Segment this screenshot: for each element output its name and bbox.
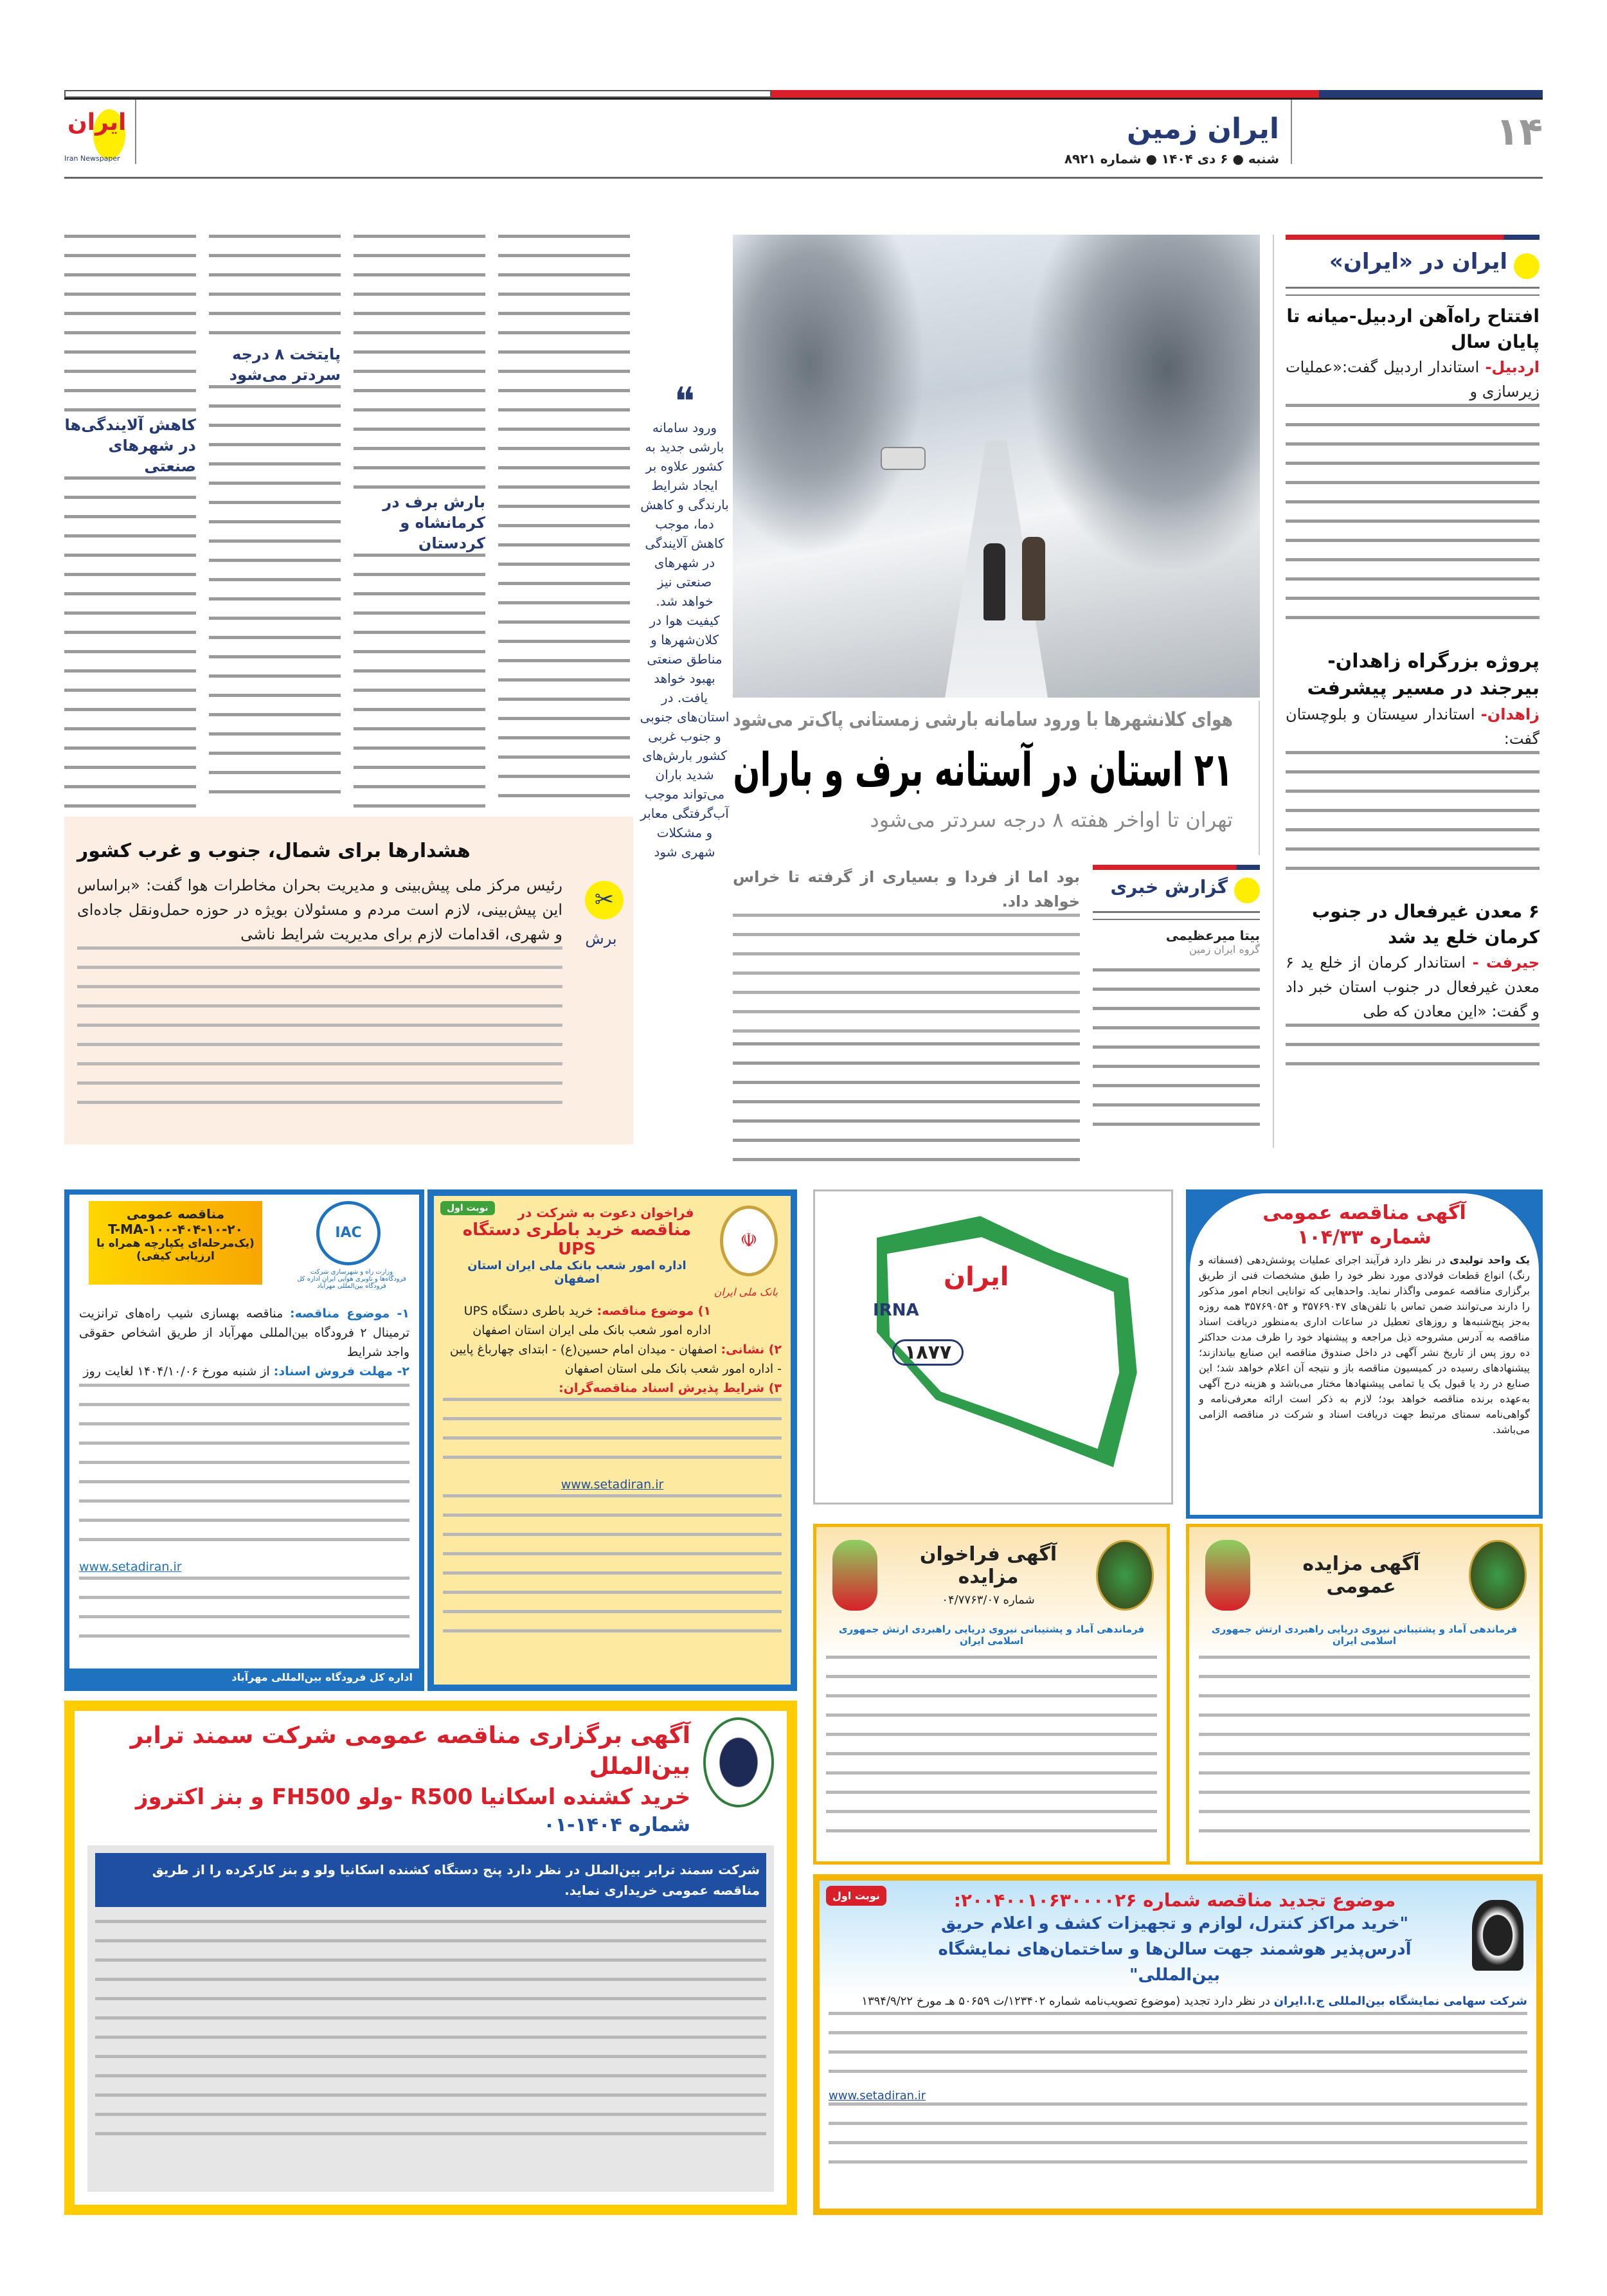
page-number: ۱۴: [1495, 109, 1543, 154]
subhead-kermanshah: بارش برف در کرمانشاه و کردستان: [382, 493, 485, 552]
ad-samand-tender: آگهی برگزاری مناقصه عمومی شرکت سمند ترابر بین‌الملل خرید کشنده اسکانیا R500 -ولو FH500 و بنز اکتروز شماره ۱۴۰۴-۰۱ شرکت سمند ترابر بین‌الملل در نظر دارد پنج دستگاه کشنده اسکانیا ولو و بنز کارکرده را از طریق مناقصه عمومی خریداری نماید.: [64, 1701, 797, 2215]
report-box: گزارش خبری بیتا میرعظیمی گروه ایران زمین: [1093, 865, 1260, 1135]
story-kerman: ۶ معدن غیرفعال در جنوب کرمان خلع ید شد جیرفت - استاندار کرمان از خلع ید ۶ معدن غیرفعال در جنوب استان خبر داد و گفت: «این معادن که طی: [1286, 899, 1540, 1081]
setadiran-link[interactable]: www.setadiran.ir: [829, 2089, 926, 2102]
masthead: [64, 90, 1543, 180]
ad-expo-tender: نوبت اول موضوع تجدید مناقصه شماره ۲۰۰۴۰۰۱۰۶۳۰۰۰۰۲۶: "خرید مراکز کنترل، لوازم و تجهیزات کشف و اعلام حریق آدرس‌پذیر هوشمند جهت سالن‌ها و ساختمان‌های نمایشگاه بین‌المللی" شرکت سهامی نمایشگاه بین‌المللی ج.ا.ایران در نظر دارد تجدید (موضوع تصویب‌نامه شماره ۱۲۳۴۰۲/ت ۵۰۶۵۹ هـ مورخ ۱۳۹۴/۹/۲۲ www.setadiran.ir: [813, 1874, 1543, 2215]
body-columns: [64, 235, 630, 813]
ad-irna-map: ایران IRNA ۱۸۷۷: [813, 1189, 1173, 1505]
scissors-icon: ✂: [585, 881, 624, 919]
yellow-dot-icon: [1514, 253, 1540, 279]
expo-logo: [1472, 1900, 1523, 1971]
navy-logo: [832, 1540, 877, 1611]
yellow-dot-icon: [1234, 878, 1260, 903]
headline-block: [733, 701, 1260, 855]
ad-bank-melli-ups: نوبت اول ☫ بانک ملی ایران فراخوان دعوت به شرکت در مناقصه خرید باطری دستگاه UPS اداره امور شعب بانک ملی ایران استان اصفهان ۱) موضوع مناقصه: خرید باطری دستگاه UPS اداره امور شعب بانک ملی ایران استان اصفهان ۲) نشانی: اصفهان - میدان امام حسین(ع) - ابتدای چهارباغ پایین - اداره امور شعب بانک ملی استان اصفهان ۳) شرایط پذیرش اسناد مناقصه‌گران: www.setadiran.ir: [427, 1189, 797, 1691]
ad-public-auction: آگهی مزایده عمومی فرماندهی آماد و پشتیبانی نیروی دریایی راهبردی ارتش جمهوری اسلامی ایران: [1186, 1524, 1543, 1865]
samand-number: شماره ۱۴۰۴-۰۱: [543, 1814, 690, 1836]
subhead-pollution: کاهش آلایندگی‌ها در شهرهای صنعتی: [64, 416, 196, 475]
sidebar-iran-in-iran: [1286, 235, 1540, 1148]
setadiran-link[interactable]: www.setadiran.ir: [79, 1560, 182, 1574]
headline: ۲۱ استان در آستانه برف و باران: [733, 743, 1233, 797]
logo: ایران Iran Newspaper: [64, 109, 127, 163]
army-emblem: [1096, 1540, 1154, 1611]
story-zahedan: پروژه بزرگراه زاهدان-بیرجند در مسیر پیشرفت زاهدان- استاندار سیستان و بلوچستان گفت:: [1286, 648, 1540, 886]
sidebar-kicker: ایران در «ایران»: [1286, 249, 1540, 279]
bank-melli-logo: ☫: [720, 1206, 778, 1276]
ad-mehrabad-tender: مناقصه عمومی T-MA-۱۰۰-۴۰۴-۱۰-۲۰ (یک‌مرحله‌ای یکپارچه همراه با ارزیابی کیفی) IAC وزارت راه و شهرسازی شرکت فرودگاه‌ها و ناوبری هوایی ایران اداره کل فرودگاه بین‌المللی مهرآباد ۱- موضوع مناقصه: مناقصه بهسازی شیب راه‌های ترانزیت ترمینال ۲ فرودگاه بین‌المللی مهرآباد از طریق اشخاص حقوقی واجد شرایط ۲- مهلت فروش اسناد: از شنبه مورخ ۱۴۰۴/۱۰/۰۶ لغایت روز www.setadiran.ir اداره کل فرودگاه بین‌المللی مهرآباد: [64, 1189, 424, 1691]
story-ardabil: افتتاح راه‌آهن اردبیل-میانه تا پایان سال اردبیل- استاندار اردبیل گفت:«عملیات زیرسازی و: [1286, 303, 1540, 635]
pull-quote: ❝ ورود سامانه بارشی جدید به کشور علاوه بر ایجاد شرایط بارندگی و کاهش دما، موجب کاهش آلایندگی در شهرهای صنعتی نیز خواهد شد. کیفیت هوا در کلان‌شهرها و مناطق صنعتی بهبود خواهد یافت. در استان‌های جنوبی و جنوب غربی کشور بارش‌های شدید باران می‌تواند موجب آب‌گرفتگی معابر و مشکلات شهری شود: [640, 379, 730, 860]
section-title: ایران زمین: [1126, 113, 1279, 145]
quote-icon: ❝: [674, 379, 696, 424]
overline: هوای کلانشهرها با ورود سامانه بارشی زمستانی پاک‌تر می‌شود: [733, 709, 1233, 731]
snow-road-photo: [733, 235, 1260, 698]
ad-auction-call: آگهی فراخوان مزایده شماره ۰۴/۷۷۶۳/۰۷ فرماندهی آماد و پشتیبانی نیروی دریایی راهبردی ارتش جمهوری اسلامی ایران: [813, 1524, 1170, 1865]
subhead-tehran: پایتخت ۸ درجه سردتر می‌شود: [229, 345, 341, 384]
navy-logo: [1205, 1540, 1250, 1611]
samand-logo: [703, 1717, 774, 1807]
army-emblem: [1469, 1540, 1527, 1611]
iac-logo: IAC: [316, 1201, 381, 1265]
date-line: شنبه ● ۶ دی ۱۴۰۴ ● شماره ۸۹۲۱: [1064, 151, 1279, 167]
subhead: تهران تا اواخر هفته ۸ درجه سردتر می‌شود: [870, 808, 1233, 832]
warnings-box: هشدارها برای شمال، جنوب و غرب کشور ✂ برش رئیس مرکز ملی پیش‌بینی و مدیریت بحران مخاطرات هوا گفت: «براساس این پیش‌بینی، لازم است مردم و مسئولان بویژه در حوزه حمل‌ونقل جاده‌ای و شهری، اقدامات لازم برای مدیریت شرایط ناشی: [64, 817, 633, 1144]
ad-tender-104-33: آگهی مناقصه عمومی شماره ۱۰۴/۳۳ یک واحد تولیدی در نظر دارد فرآیند اجرای عملیات پوشش‌دهی (فسفاته و رنگ) انواع قطعات فولادی مورد نظر خود را طبق مشخصات فنی از طریق برگزاری مناقصه عمومی واگذار نماید. واحدهایی که توانایی انجام امور مذکور را دارند می‌توانند ضمن تماس با تلفن‌های ۳۵۷۶۹۰۴۷ و ۳۵۷۶۹۰۵۴ همه روزه به‌جز پنج‌شنبه‌ها و روزهای تعطیل در ساعات اداری به‌منظور دریافت اسناد مناقصه به آدرس مشروحه ذیل مراجعه و پیشنهاد خود را ظرف مدت حداکثر ده روز پس از تاریخ نشر آگهی در داخل صندوق مناقصه این صنایع بیاندازند؛ پیشنهادهای رسیده در کمیسیون مناقصه باز و نتیجه آن اعلام خواهد شد؛ این صنایع در رد یا قبول یک یا تمامی پیشنهادها مختار می‌باشد و هزینه درج آگهی به‌عهده برنده مناقصه خواهد بود؛ لازم به ذکر است ارائه معرفی‌نامه و گواهی‌نامه سمتای مرتبط جهت دریافت اسناد و شرکت در مناقصه الزامی می‌باشد.: [1186, 1189, 1543, 1519]
byline-role: گروه ایران زمین: [1189, 943, 1260, 955]
intro-column: بود اما از فردا و بسیاری از گرفته تا خراس خواهد داد.: [733, 865, 1080, 1164]
setadiran-link[interactable]: www.setadiran.ir: [561, 1478, 664, 1492]
byline: بیتا میرعظیمی: [1165, 927, 1260, 943]
